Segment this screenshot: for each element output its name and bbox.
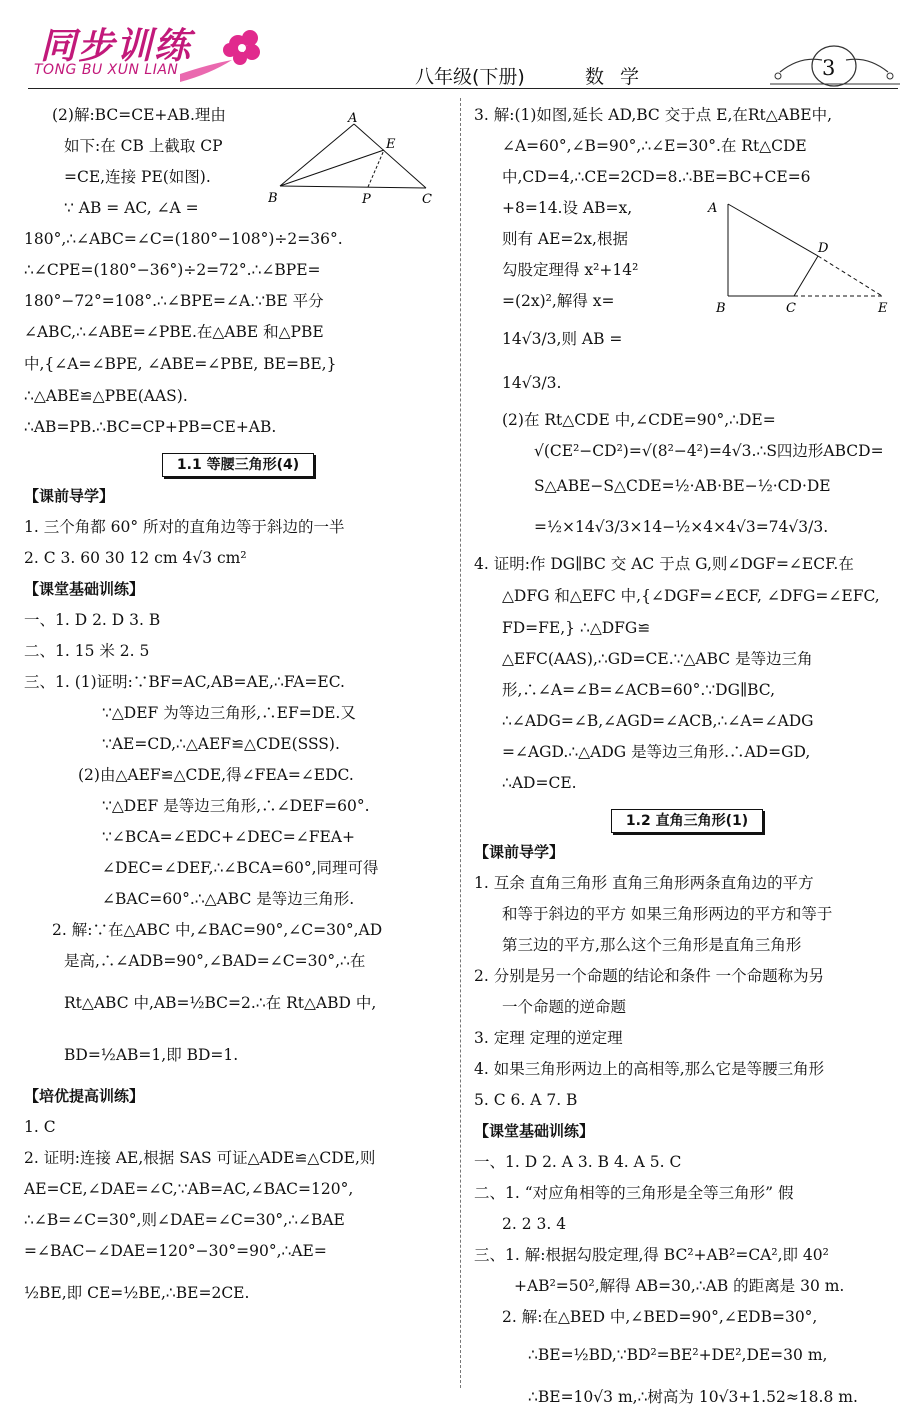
fig1-label-b: B <box>268 191 278 206</box>
text-line: =∠BAC−∠DAE=120°−30°=90°,∴AE= <box>24 1242 327 1260</box>
section-title-box <box>24 443 452 481</box>
text-line: 勾股定理得 x²+14² <box>502 261 639 279</box>
text-line: 1. C <box>24 1118 56 1136</box>
section-title: 1.1 等腰三角形(4) <box>162 453 314 477</box>
text-line-system: △DFG 和△EFC 中,{∠DGF=∠ECF, ∠DFG=∠EFC, FD=FE,} ∴△DFG≌ <box>502 587 880 637</box>
subject-label: 数学 <box>585 66 656 88</box>
text-line: (2)由△AEF≌△CDE,得∠FEA=∠EDC. <box>78 766 354 784</box>
fig1-label-p: P <box>362 192 371 207</box>
text-line: 3. 解:(1)如图,延长 AD,BC 交于点 E,在Rt△ABE中, <box>474 106 833 124</box>
text-line: BD=½AB=1,即 BD=1. <box>64 1046 239 1064</box>
text-line: 一、1. D 2. A 3. B 4. A 5. C <box>474 1153 682 1171</box>
text-line: 1. 三个角都 60° 所对的直角边等于斜边的一半 <box>24 518 345 536</box>
text-line: 2. 2 3. 4 <box>502 1215 567 1233</box>
text-line: ∴AB=PB.∴BC=CP+PB=CE+AB. <box>24 418 277 436</box>
text-line: =(2x)²,解得 x= <box>502 292 615 310</box>
text-line: ∠BAC=60°.∴△ABC 是等边三角形. <box>102 890 355 908</box>
header-rule <box>28 88 898 89</box>
logo-title: 同步训练 <box>40 26 193 67</box>
text-line: △EFC(AAS),∴GD=CE.∵△ABC 是等边三角 <box>502 650 813 668</box>
section-title: 1.2 直角三角形(1) <box>611 809 763 833</box>
text-line: ∴∠B=∠C=30°,则∠DAE=∠C=30°,∴∠BAE <box>24 1211 345 1229</box>
text-line: 180°,∴∠ABC=∠C=(180°−108°)÷2=36°. <box>24 230 343 248</box>
fig1-label-c: C <box>422 192 432 207</box>
text-line: 180°−72°=108°.∴∠BPE=∠A.∵BE 平分 <box>24 292 324 310</box>
text-line: ∠DEC=∠DEF,∴∠BCA=60°,同理可得 <box>102 859 379 877</box>
text-line-system: 中,{∠A=∠BPE, ∠ABE=∠PBE, BE=BE,} ∴△ABE≌△PBE(AAS). <box>24 355 337 405</box>
text-line: S△ABE−S△CDE=½·AB·BE−½·CD·DE <box>534 477 831 495</box>
text-line: ∴∠ADG=∠B,∠AGD=∠ACB,∴∠A=∠ADG <box>502 712 814 730</box>
fig2-label-d: D <box>818 241 829 256</box>
column-divider <box>460 98 461 1388</box>
text-line: ∵∠BCA=∠EDC+∠DEC=∠FEA+ <box>102 828 355 846</box>
text-line: +8=14.设 AB=x, <box>502 199 633 217</box>
text-line: ∵AE=CD,∴△AEF≌△CDE(SSS). <box>102 735 340 753</box>
section-heading: 【课前导学】 <box>474 843 565 861</box>
left-column <box>24 100 452 1319</box>
text-line: 3. 定理 定理的逆定理 <box>474 1029 623 1047</box>
text-line: (2)在 Rt△CDE 中,∠CDE=90°,∴DE= <box>502 411 776 429</box>
grade-label: 八年级(下册) <box>415 66 525 88</box>
text-line: 和等于斜边的平方 如果三角形两边的平方和等于 <box>502 905 833 923</box>
text-line: ∵△DEF 是等边三角形,∴∠DEF=60°. <box>102 797 370 815</box>
text-line: AE=CE,∠DAE=∠C,∵AB=AC,∠BAC=120°, <box>24 1180 354 1198</box>
text-line: √(CE²−CD²)=√(8²−4²)=4√3.∴S四边形ABCD= <box>534 442 884 460</box>
fig2-label-b: B <box>716 301 726 314</box>
text-line: ∵ AB = AC, ∠A = <box>64 199 199 217</box>
text-line: 第三边的平方,那么这个三角形是直角三角形 <box>502 936 802 954</box>
fig1-label-a: A <box>348 111 358 126</box>
text-line: ∴∠CPE=(180°−36°)÷2=72°.∴∠BPE= <box>24 261 321 279</box>
text-line: Rt△ABC 中,AB=½BC=2.∴在 Rt△ABD 中, <box>64 994 377 1012</box>
section-heading: 【课堂基础训练】 <box>24 580 145 598</box>
text-line: 5. C 6. A 7. B <box>474 1091 578 1109</box>
text-line: ½BE,即 CE=½BE,∴BE=2CE. <box>24 1284 250 1302</box>
text-line: ∴AD=CE. <box>502 774 577 792</box>
text-line: =CE,连接 PE(如图). <box>64 168 211 186</box>
text-line: ∵△DEF 为等边三角形,∴EF=DE.又 <box>102 704 356 722</box>
text-line: (2)解:BC=CE+AB.理由 <box>52 106 226 124</box>
flower-icon <box>180 24 270 84</box>
page-number: 3 <box>822 56 836 80</box>
text-line: 形,∴∠A=∠B=∠ACB=60°.∵DG∥BC, <box>502 681 776 699</box>
fig2-label-c: C <box>786 301 796 314</box>
text-line: 4. 如果三角形两边上的高相等,那么它是等腰三角形 <box>474 1060 825 1078</box>
text-line: ∠A=60°,∠B=90°,∴∠E=30°.在 Rt△CDE <box>502 137 807 155</box>
text-line: 一、1. D 2. D 3. B <box>24 611 161 629</box>
text-line: +AB²=50²,解得 AB=30,∴AB 的距离是 30 m. <box>514 1277 845 1295</box>
section-title-box <box>474 799 900 837</box>
text-line: 二、1. “对应角相等的三角形是全等三角形” 假 <box>474 1184 794 1202</box>
text-line: 14√3/3,则 AB = <box>502 330 623 348</box>
section-heading: 【课前导学】 <box>24 487 115 505</box>
logo-subtitle: TONG BU XUN LIAN <box>34 62 179 78</box>
text-line: 2. 分别是另一个命题的结论和条件 一个命题称为另 <box>474 967 825 985</box>
text-line: 2. C 3. 60 30 12 cm 4√3 cm² <box>24 549 247 567</box>
fig2-label-e: E <box>878 301 888 314</box>
text-line: 2. 证明:连接 AE,根据 SAS 可证△ADE≌△CDE,则 <box>24 1149 376 1167</box>
text-line: =∠AGD.∴△ADG 是等边三角形.∴AD=GD, <box>502 743 811 761</box>
fig2-label-a: A <box>708 201 718 216</box>
text-line: 4. 证明:作 DG∥BC 交 AC 于点 G,则∠DGF=∠ECF.在 <box>474 555 854 573</box>
text-line: 是高,∴∠ADB=90°,∠BAD=∠C=30°,∴在 <box>64 952 366 970</box>
text-line: =½×14√3/3×14−½×4×4√3=74√3/3. <box>534 518 829 536</box>
text-line: ∠ABC,∴∠ABE=∠PBE.在△ABE 和△PBE <box>24 323 324 341</box>
text-line: 三、1. 解:根据勾股定理,得 BC²+AB²=CA²,即 40² <box>474 1246 829 1264</box>
text-line: 14√3/3. <box>502 374 562 392</box>
text-line: 则有 AE=2x,根据 <box>502 230 628 248</box>
text-line: 2. 解:∵在△ABC 中,∠BAC=90°,∠C=30°,AD <box>52 921 383 939</box>
text-line: 三、1. (1)证明:∵BF=AC,AB=AE,∴FA=EC. <box>24 673 345 691</box>
text-line: 一个命题的逆命题 <box>502 998 627 1016</box>
text-line: 2. 解:在△BED 中,∠BED=90°,∠EDB=30°, <box>502 1308 818 1326</box>
text-line: 二、1. 15 米 2. 5 <box>24 642 150 660</box>
section-heading: 【课堂基础训练】 <box>474 1122 595 1140</box>
text-line: 如下:在 CB 上截取 CP <box>64 137 223 155</box>
text-line: ∴BE=10√3 m,∴树高为 10√3+1.52≈18.8 m. <box>528 1388 858 1406</box>
right-column <box>474 100 900 1417</box>
fig1-label-e: E <box>386 137 396 152</box>
section-heading: 【培优提高训练】 <box>24 1087 145 1105</box>
text-line: 中,CD=4,∴CE=2CD=8.∴BE=BC+CE=6 <box>502 168 811 186</box>
text-line: ∴BE=½BD,∵BD²=BE²+DE²,DE=30 m, <box>528 1346 828 1364</box>
text-line: 1. 互余 直角三角形 直角三角形两条直角边的平方 <box>474 874 814 892</box>
